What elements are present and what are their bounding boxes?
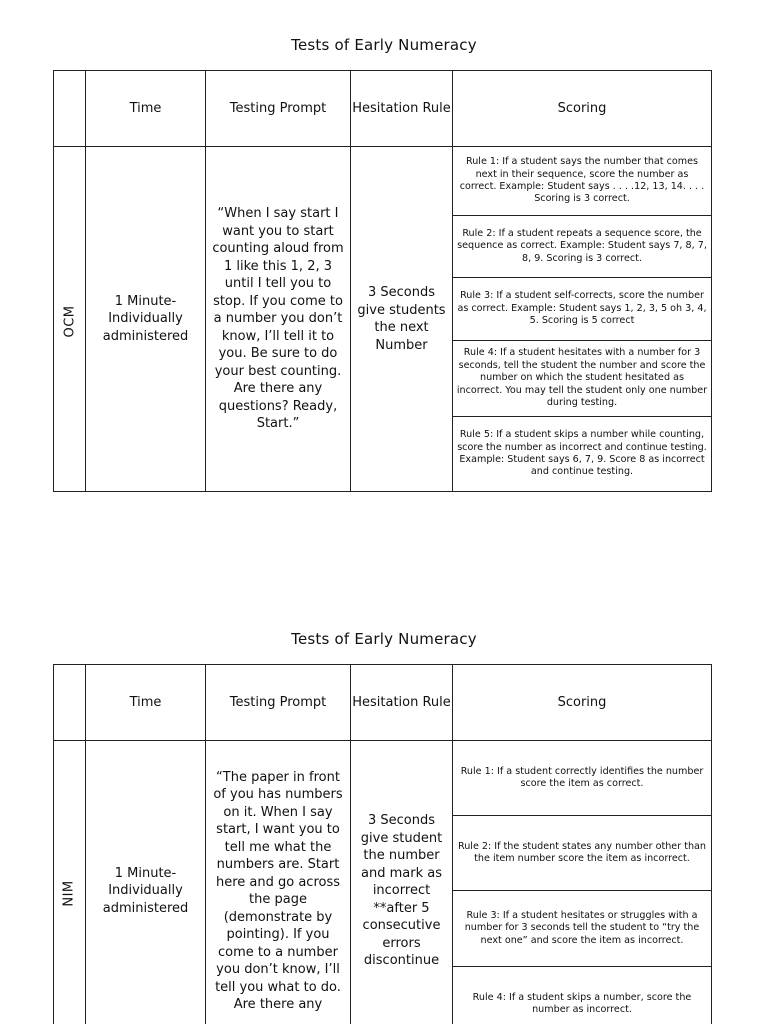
header-hesitation-rule: Hesitation Rule [351,665,453,741]
header-row [54,665,712,741]
header-time: Time [86,665,206,741]
scoring-rule-4: Rule 4: If a student hesitates with a number for 3 seconds, tell the student the number and score the number on which the student hesitated as incorrect. You may tell the student only one number during testing. [453,341,712,417]
scoring-rule-5: Rule 5: If a student skips a number while counting, score the number as incorrect and continue testing. Example: Student says 6, 7, 9. Score 8 as incorrect and continue testing. [453,417,712,492]
measure-code-cell [54,741,86,1024]
hesitation-rule-cell: 3 Seconds give students the next Number [351,147,453,492]
header-scoring: Scoring [453,71,712,147]
section-title-nim: Tests of Early Numeracy [291,630,477,648]
time-cell: 1 Minute-Individually administered [86,741,206,1024]
header-scoring: Scoring [453,665,712,741]
header-hesitation-rule: Hesitation Rule [351,71,453,147]
scoring-rule-4: Rule 4: If a student skips a number, score the number as incorrect. [453,967,712,1024]
table-row [54,147,712,216]
scoring-rule-3: Rule 3: If a student self-corrects, score the number as correct. Example: Student says 1, 2, 3, 5 oh 3, 4, 5. Scoring is 5 correct [453,278,712,341]
scoring-rule-2: Rule 2: If a student repeats a sequence score, the sequence as correct. Example: Student says 7, 8, 7, 8, 9. Scoring is 3 correct. [453,216,712,278]
header-time: Time [86,71,206,147]
measure-code: NIM [62,879,77,907]
scoring-rule-3: Rule 3: If a student hesitates or struggles with a number for 3 seconds tell the student to “try the next one” and score the item as incorrect. [453,891,712,967]
header-testing-prompt: Testing Prompt [206,71,351,147]
testing-prompt-cell: “When I say start I want you to start counting aloud from 1 like this 1, 2, 3 until I tell you to stop. If you come to a number you don’t know, I’ll tell it to you. Be sure to do your best counting. Are there any questions? Ready, Start.” [206,147,351,492]
scoring-rule-1: Rule 1: If a student says the number that comes next in their sequence, score the number as correct. Example: Student says . . . .12, 13, 14. . . . Scoring is 3 correct. [453,147,712,216]
time-cell: 1 Minute-Individually administered [86,147,206,492]
nim-table [53,664,712,1024]
hesitation-rule-cell: 3 Seconds give student the number and mark as incorrect **after 5 consecutive errors discontinue [351,741,453,1024]
header-row [54,71,712,147]
scoring-rule-2: Rule 2: If the student states any number other than the item number score the item as incorrect. [453,816,712,891]
corner-cell [54,665,86,741]
ocm-table [53,70,712,492]
section-title-ocm: Tests of Early Numeracy [291,36,477,54]
corner-cell [54,71,86,147]
table-row [54,741,712,816]
measure-code-cell [54,147,86,492]
header-testing-prompt: Testing Prompt [206,665,351,741]
measure-code: OCM [62,304,78,338]
testing-prompt-cell: “The paper in front of you has numbers on it. When I say start, I want you to tell me what the numbers are. Start here and go across the page (demonstrate by pointing). If you come to a number you don’t know, I’ll tell you what to do. Are there any [206,741,351,1024]
scoring-rule-1: Rule 1: If a student correctly identifies the number score the item as correct. [453,741,712,816]
